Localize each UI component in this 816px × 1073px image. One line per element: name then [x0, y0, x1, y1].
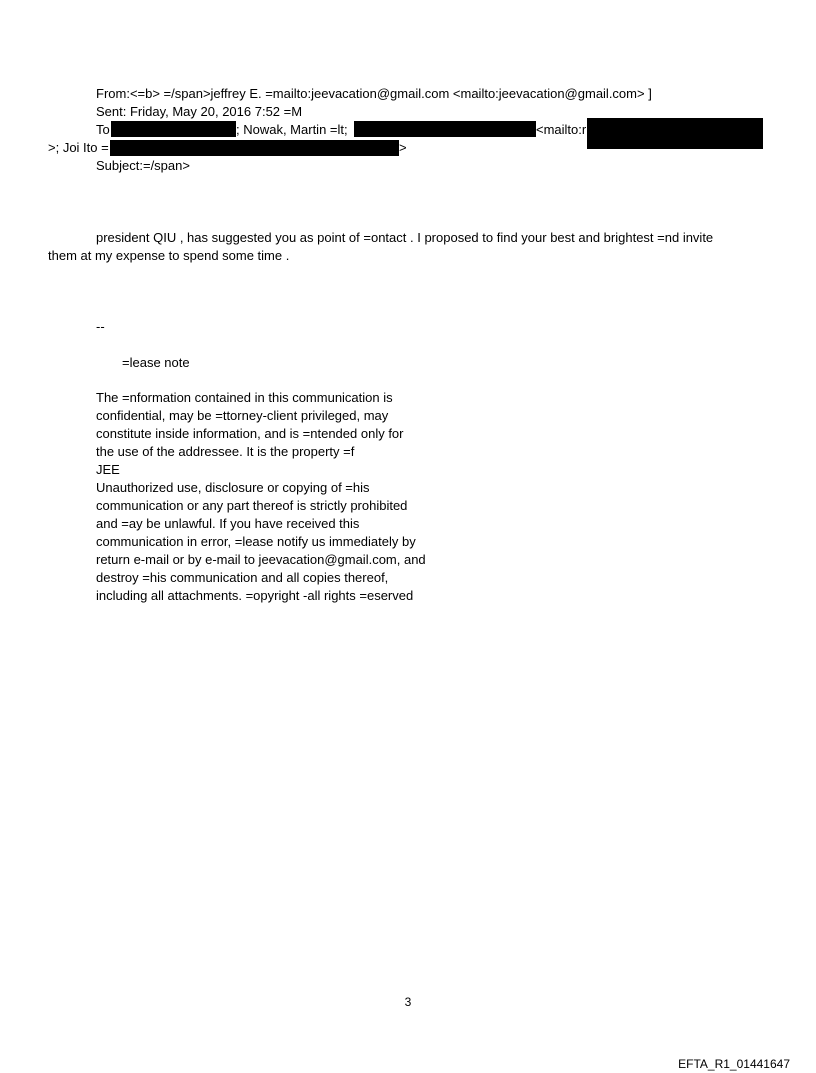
disclaimer-line: Unauthorized use, disclosure or copying of =his — [96, 480, 370, 495]
disclaimer-line: and =ay be unlawful. If you have received this — [96, 516, 360, 531]
disclaimer-line: including all attachments. =opyright -all rights =eserved — [96, 588, 414, 603]
cc-recipient-ito: >; Joi Ito = — [48, 140, 109, 155]
body-line-1: president QIU , has suggested you as point of =ontact . I proposed to find your best and brightest =nd invite — [96, 230, 714, 245]
body-line-2: them at my expense to spend some time . — [48, 248, 290, 263]
disclaimer-line: JEE — [96, 462, 120, 477]
disclaimer-line: return e-mail or by e-mail to jeevacation@gmail.com, and — [96, 552, 426, 567]
disclaimer-line: communication or any part thereof is strictly prohibited — [96, 498, 408, 513]
document-id: EFTA_R1_01441647 — [678, 1057, 790, 1071]
disclaimer-line: The =nformation contained in this communication is — [96, 390, 393, 405]
page-number: 3 — [404, 995, 412, 1009]
to-label: To — [96, 122, 110, 137]
subject-line: Subject:=/span> — [96, 158, 190, 173]
redaction-block — [111, 121, 236, 137]
sent-line: Sent: Friday, May 20, 2016 7:52 =M — [96, 104, 303, 119]
disclaimer-line: constitute inside information, and is =ntended only for — [96, 426, 404, 441]
disclaimer-line: destroy =his communication and all copies thereof, — [96, 570, 389, 585]
signature-separator: -- — [96, 319, 105, 334]
to-recipient-nowak: ; Nowak, Martin =lt; — [236, 122, 348, 137]
please-note-label: =lease note — [122, 355, 190, 370]
disclaimer-line: confidential, may be =ttorney-client privileged, may — [96, 408, 389, 423]
disclaimer-line: the use of the addressee. It is the property =f — [96, 444, 355, 459]
cc-suffix: > — [399, 140, 407, 155]
from-line: From:<=b> =/span>jeffrey E. =mailto:jeevacation@gmail.com <mailto:jeevacation@gmail.com> ] — [96, 86, 652, 101]
to-mailto: <mailto:r — [536, 122, 587, 137]
disclaimer-line: communication in error, =lease notify us immediately by — [96, 534, 416, 549]
redaction-block — [587, 118, 763, 149]
redaction-block — [354, 121, 536, 137]
redaction-block — [110, 140, 399, 156]
